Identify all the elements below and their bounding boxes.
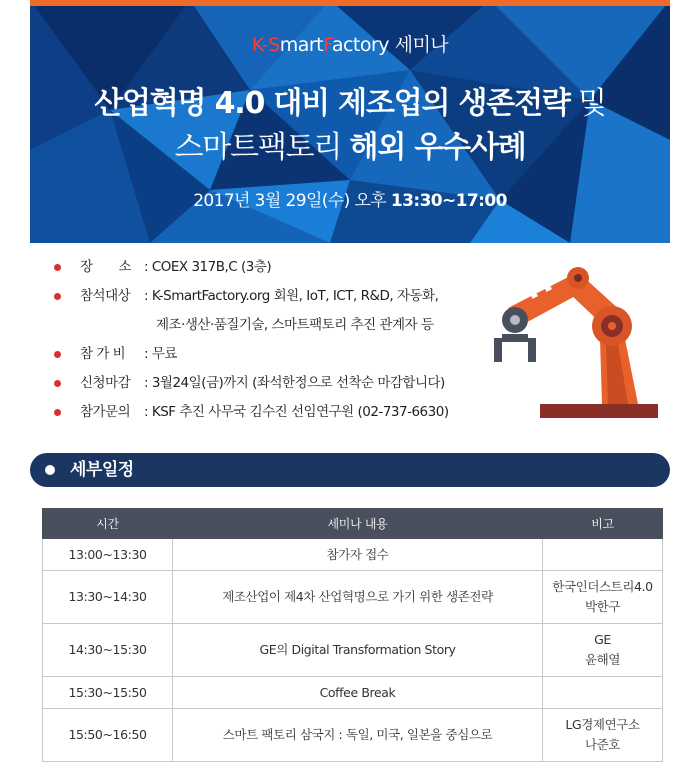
schedule-table bbox=[42, 508, 663, 762]
cell-note bbox=[543, 624, 663, 677]
section-title: 세부일정 bbox=[70, 460, 134, 480]
note-speaker: 나준호 bbox=[584, 737, 621, 752]
column-header-content: 세미나 내용 bbox=[173, 509, 543, 539]
table-header-row bbox=[43, 509, 663, 539]
table-row bbox=[43, 624, 663, 677]
bullet-icon bbox=[54, 264, 61, 271]
cell-time: 15:30~15:50 bbox=[43, 677, 173, 709]
note-speaker: 박한구 bbox=[584, 599, 621, 614]
cell-content: GE의 Digital Transformation Story bbox=[173, 624, 543, 677]
series-mart: mart bbox=[279, 34, 324, 56]
table-row bbox=[43, 709, 663, 762]
series-k: K-S bbox=[251, 34, 280, 56]
title-line-2 bbox=[30, 122, 670, 166]
title-line-2-bold: 해외 우수사례 bbox=[349, 130, 526, 165]
seminar-flyer bbox=[30, 0, 670, 783]
note-speaker: 윤해열 bbox=[584, 652, 621, 667]
info-label: 참가문의 bbox=[80, 404, 131, 420]
cell-content: 스마트 팩토리 삼국지 : 독일, 미국, 일본을 중심으로 bbox=[173, 709, 543, 762]
bullet-icon bbox=[54, 293, 61, 300]
robot-arm-icon bbox=[490, 244, 670, 424]
series-name bbox=[30, 30, 670, 57]
info-value: : COEX 317B,C (3층) bbox=[144, 259, 272, 275]
table-row bbox=[43, 677, 663, 709]
cell-note bbox=[543, 539, 663, 571]
note-org: LG경제연구소 bbox=[565, 717, 640, 732]
cell-content: Coffee Break bbox=[173, 677, 543, 709]
note-org: GE bbox=[594, 632, 611, 647]
cell-time: 13:00~13:30 bbox=[43, 539, 173, 571]
series-f: F bbox=[323, 34, 332, 56]
info-value: : K-SmartFactory.org 회원, IoT, ICT, R&D, 자동화, bbox=[144, 288, 439, 304]
event-date bbox=[30, 186, 670, 211]
title-line-2-thin: 스마트팩토리 bbox=[174, 130, 350, 165]
column-header-time: 시간 bbox=[43, 509, 173, 539]
title-line-1-bold: 산업혁명 4.0 대비 제조업의 생존전략 bbox=[94, 86, 570, 121]
info-label: 참 가 비 bbox=[80, 346, 126, 362]
bullet-icon bbox=[54, 351, 61, 358]
info-row-deadline bbox=[54, 369, 494, 398]
info-value: : KSF 추진 사무국 김수진 선임연구원 (02-737-6630) bbox=[144, 404, 449, 420]
table-row bbox=[43, 539, 663, 571]
info-row-audience-cont bbox=[54, 311, 494, 340]
info-label: 장 소 bbox=[80, 259, 132, 275]
column-header-note: 비고 bbox=[543, 509, 663, 539]
cell-content: 제조산업이 제4차 산업혁명으로 가기 위한 생존전략 bbox=[173, 571, 543, 624]
title-line-1 bbox=[30, 78, 670, 122]
banner bbox=[30, 0, 670, 243]
info-label: 신청마감 bbox=[80, 375, 131, 391]
info-value: : 3월24일(금)까지 (좌석한정으로 선착순 마감합니다) bbox=[144, 375, 445, 391]
info-row-audience bbox=[54, 282, 494, 311]
info-label: 참석대상 bbox=[80, 288, 131, 304]
cell-time: 13:30~14:30 bbox=[43, 571, 173, 624]
info-value: : 무료 bbox=[144, 346, 177, 362]
cell-time: 15:50~16:50 bbox=[43, 709, 173, 762]
info-row-contact bbox=[54, 398, 494, 427]
cell-time: 14:30~15:30 bbox=[43, 624, 173, 677]
note-org: 한국인더스트리4.0 bbox=[552, 579, 653, 594]
info-value-continuation: 제조·생산·품질기술, 스마트팩토리 추진 관계자 등 bbox=[156, 317, 434, 333]
cell-note bbox=[543, 709, 663, 762]
event-date-time: 13:30~17:00 bbox=[390, 191, 507, 211]
banner-top-line bbox=[30, 0, 670, 6]
bullet-icon bbox=[54, 409, 61, 416]
event-date-day: 2017년 3월 29일(수) 오후 bbox=[193, 191, 391, 211]
table-row bbox=[43, 571, 663, 624]
event-info-list bbox=[54, 253, 494, 427]
bullet-icon bbox=[54, 380, 61, 387]
title-line-1-thin: 및 bbox=[569, 86, 606, 121]
series-rest: actory 세미나 bbox=[331, 34, 449, 56]
section-header-schedule bbox=[30, 453, 670, 487]
circle-bullet-icon bbox=[45, 465, 55, 475]
info-row-fee bbox=[54, 340, 494, 369]
cell-note bbox=[543, 677, 663, 709]
info-row-venue bbox=[54, 253, 494, 282]
cell-note bbox=[543, 571, 663, 624]
cell-content: 참가자 접수 bbox=[173, 539, 543, 571]
